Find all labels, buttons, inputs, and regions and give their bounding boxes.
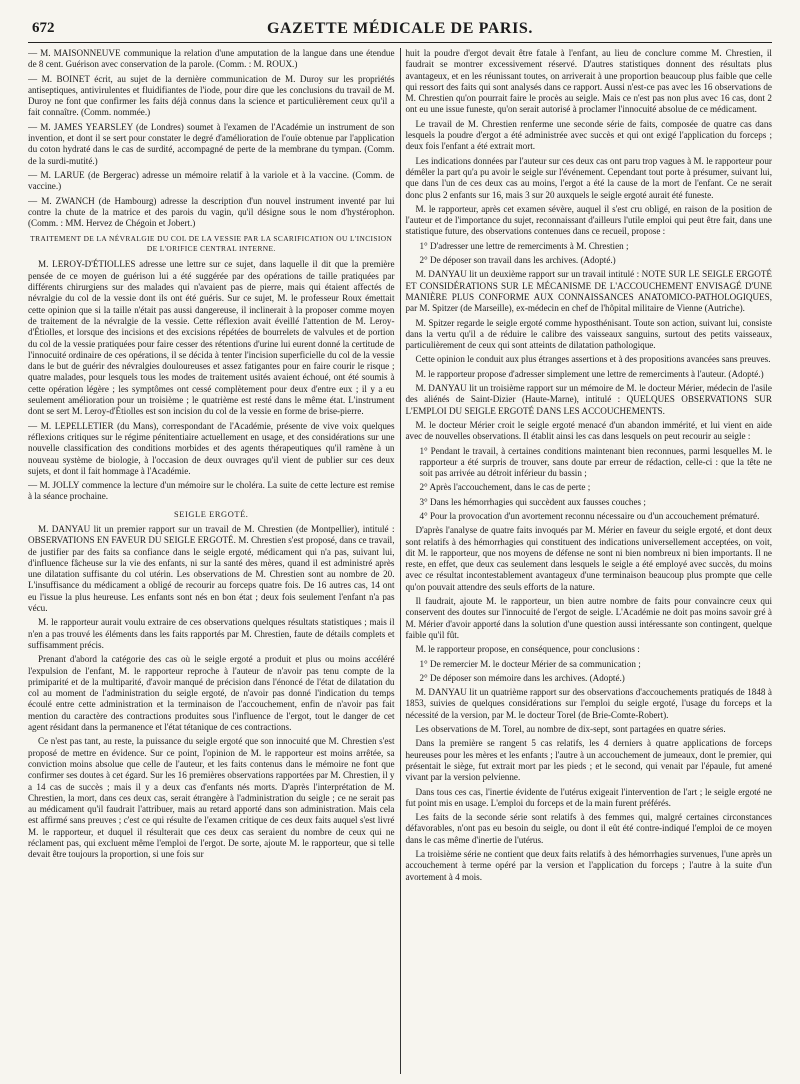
paragraph: — M. JAMES YEARSLEY (de Londres) soumet à l'examen de l'Académie un instrument de son invention, et dont il se sert pour constater le degré d'amélioration de l'ouïe obtenue par l'application du coton hydraté dans le cas de surdité, accompagné de perte de la membrane du tympan. (Comm. de la surdi-mutité.) [28, 121, 395, 166]
paragraph: M. LEROY-D'ÉTIOLLES adresse une lettre sur ce sujet, dans laquelle il dit que la première pensée de ce moyen de guérison lui a été suggérée par des opérations de taille pratiquées par différents chirurgiens sur des malades qui n'avaient pas de pierre, mais qui étaient affectés de névralgie du col de la vessie dont ils ont été guéris. Sur ce sujet, M. le professeur Roux émettait cette opinion que si la taille n'était pas aussi dangereuse, il inclinerait à la proposer comme moyen de traitement de la névralgie de la vessie. Cette réflexion avait éveillé l'attention de M. Leroy-d'Étiolles, et lorsque des incisions et des excisions répétées de bourrelets de valvules et de portion du col de la vessie pratiquées pour faire cesser des rétentions d'urine lui eurent donné la certitude de l'innocuité ordinaire de ces opérations, il se décida à tenter l'incision superficielle du col de la vessie dans le but de guérir des névralgies douloureuses et assez fatigantes pour en faire courir le risque ; quatre malades, pour lesquels tous les modes de traitement usités avaient échoué, ont été soumis à cette opération légère ; les symptômes ont cessé complètement pour deux d'entre eux ; il y a eu seulement amélioration pour un troisième ; le quatrième est resté dans le même état. L'instrument dont se sert M. Leroy-d'Étiolles est son incision du col de la vessie en forme de brise-pierre. [28, 259, 395, 417]
journal-title: GAZETTE MÉDICALE DE PARIS. [266, 20, 533, 37]
list-item: 1° D'adresser une lettre de remerciments à M. Chrestien ; [419, 240, 629, 251]
paragraph: huit la poudre d'ergot devait être fatale à l'enfant, au lieu de conclure comme M. Chrestien, il faudrait se montrer excessivement réservé. D'autres statistiques donnent des résultats plus avantageux, et en les réunissant toutes, on arriverait à une proportion beaucoup plus faible que celle qui ressort des faits qui sont analysés dans ce rapport. Aussi n'est-ce pas avec les 16 observations de M. Chrestien qu'on pourrait faire le procès au seigle. Mais ce n'est pas non plus avec 16 cas, dont 2 ont eu une issue funeste, qu'on serait autorisé à proclamer l'innocuité absolue de ce médicament. [405, 48, 772, 115]
paragraph: Ce n'est pas tant, au reste, la puissance du seigle ergoté que son innocuité que M. Chrestien s'est proposé de mettre en évidence. Sur ce point, l'opinion de M. le rapporteur est moins arrêtée, sa conviction moins absolue que celle de l'auteur, et les faits contenus dans le mémoire ne font que confirmer ses doutes à cet égard. Sur les 16 premières observations rapportées par M. Chrestien, il y a 14 cas de succès ; mais il y a deux cas d'enfants nés morts. D'après l'interprétation de M. Chrestien, la mort, dans ces deux cas, serait étrangère à l'administration du seigle ; ce ne serait pas au médicament qu'il faudrait l'attribuer, mais au retard apporté dans son administration. Mais cela est affirmé sans preuves ; c'est ce qui résulte de l'examen critique de ces deux faits auquel s'est livré M. le rapporteur, et duquel il résulterait que ces deux cas seraient du nombre de ceux qui ne réclament pas, qui excluent même l'emploi de l'ergot. De sorte, ajoute M. le rapporteur, que si telle devait être toujours la proportion, si une fois sur [28, 736, 395, 860]
section-heading-nevralgie: TRAITEMENT DE LA NÉVRALGIE DU COL DE LA VESSIE PAR LA SCARIFICATION OU L'INCISION DE L'ORIFICE CENTRAL INTERNE. [30, 234, 393, 254]
right-column [400, 48, 772, 1074]
paragraph: Dans la première se rangent 5 cas relatifs, les 4 derniers à quatre applications de forceps heureuses pour les mères et les enfants ; l'autre à un accouchement de jumeaux, dont le premier, qui présentait le siège, fut extrait mort par les pieds ; et le second, qui venait par l'épaule, fut amené vivant par la version pelvienne. [405, 738, 772, 783]
paragraph: M. DANYAU lit un quatrième rapport sur des observations d'accouchements pratiqués de 1848 à 1853, suivies de quelques considérations sur l'emploi du seigle ergoté, l'usage du forceps et la nécessité de la version, par M. le docteur Torel (de Brie-Comte-Robert). [405, 687, 772, 720]
paragraph: M. le docteur Mérier croit le seigle ergoté menacé d'un abandon immérité, et lui vient en aide avec de nouvelles observations. Il établit ainsi les cas dans lesquels on peut recourir au seigle : [405, 419, 772, 442]
paragraph: Dans tous ces cas, l'inertie évidente de l'utérus exigeait l'intervention de l'art ; le seigle ergoté ne fut point mis en usage. L'emploi du forceps et de la main furent préférés. [405, 786, 772, 808]
paragraph: — M. JOLLY commence la lecture d'un mémoire sur le choléra. La suite de cette lecture est remise à la séance prochaine. [28, 480, 395, 502]
list-item: 2° De déposer son mémoire dans les archives. (Adopté.) [419, 672, 625, 683]
paragraph: Le travail de M. Chrestien renferme une seconde série de faits, composée de quatre cas dans lesquels la poudre d'ergot a été administrée avec succès et qui ont exigé l'application du forceps ; deux fois l'enfant a été extrait mort. [405, 118, 772, 152]
list-item: 4° Pour la provocation d'un avortement reconnu nécessaire ou d'un accouchement prématuré. [419, 510, 760, 521]
paragraph: M. le rapporteur propose, en conséquence, pour conclusions : [415, 644, 640, 655]
paragraph: M. le rapporteur aurait voulu extraire de ces observations quelques résultats statistiques ; mais il n'en a pas trouvé les éléments dans les faits rapportés par M. Chrestien, faute de détails complets et suffisamment précis. [28, 617, 395, 650]
paragraph: La troisième série ne contient que deux faits relatifs à des hémorrhagies survenues, l'une après un accouchement à terme opéré par la version et l'application du forceps ; l'autre à la suite d'un avortement à 4 mois. [405, 849, 772, 882]
paragraph: Les faits de la seconde série sont relatifs à des femmes qui, malgré certaines circonstances défavorables, n'ont pas eu besoin du seigle, ou dont il eût été contre-indiqué l'emploi de ce moyen dans le cas même d'inertie de l'utérus. [405, 812, 772, 845]
paragraph: Les indications données par l'auteur sur ces deux cas ont paru trop vagues à M. le rapporteur pour démêler la part qu'a pu avoir le seigle sur l'événement. Cependant tout porte à présumer, suivant lui, que dans l'un de ces deux cas au moins, l'ergot a été la cause de la mort de l'enfant. Ce ne serait donc plus 2 enfants sur 16, mais 3 sur 20 auxquels le seigle ergoté aurait été funeste. [405, 155, 772, 200]
left-column [28, 48, 400, 1074]
left-middle-paragraphs [28, 259, 395, 502]
paragraph: M. le rapporteur propose d'adresser simplement une lettre de remerciments à l'auteur. (Adopté.) [415, 368, 764, 379]
paragraph: — M. LEPELLETIER (du Mans), correspondant de l'Académie, présente de vive voix quelques réflexions critiques sur le régime pénitentiaire actuellement en usage, et des considérations sur une nouvelle classification des conditions morbides et des agents thérapeutiques qu'il ramène à un nouveau système de biologie, à l'occasion de deux ouvrages qu'il vient de publier sur ces deux sujets, et dont il fait hommage à l'Académie. [28, 420, 395, 476]
paragraph: — M. LARUE (de Bergerac) adresse un mémoire relatif à la variole et à la vaccine. (Comm. de vaccine.) [28, 169, 395, 192]
paragraph: — M. BOINET écrit, au sujet de la dernière communication de M. Duroy sur les propriétés antiseptiques, antivirulentes et fluidifiantes de l'iode, pour dire que les conclusions du travail de M. Duroy ne font que confirmer les faits déjà connus dans la science et particulièrement ceux qu'il a fait connaître. (Comm. nommée.) [28, 73, 395, 118]
list-item: 3° Dans les hémorrhagies qui succèdent aux fausses couches ; [419, 496, 646, 507]
left-bottom-paragraphs [28, 524, 395, 861]
paragraph: M. Spitzer regarde le seigle ergoté comme hyposthénisant. Toute son action, suivant lui, consiste dans la vertu qu'il a de réduire le calibre des vaisseaux sanguins, surtout des petits vaisseaux, particulièrement de ceux qui sont atteints de dilatation pathologique. [405, 317, 772, 351]
list-item: 2° Après l'accouchement, dans le cas de perte ; [419, 482, 591, 493]
paragraph: M. DANYAU lit un deuxième rapport sur un travail intitulé : NOTE SUR LE SEIGLE ERGOTÉ ET CONSIDÉRATIONS SUR LE MÉCANISME DE L'ACCOUCHEMENT ENVISAGÉ D'UNE MANIÈRE PLUS CONFORME AUX CONNAISSANCES ANATOMICO-PATHOLOGIQUES, par M. Spitzer (de Marseille), ex-médecin en chef de l'hôpital militaire de Vienne (Autriche). [405, 269, 772, 314]
paragraph: D'après l'analyse de quatre faits invoqués par M. Mérier en faveur du seigle ergoté, et dont deux sont relatifs à des hémorrhagies qui constituent des indications universellement acceptées, on voit, dit M. le rapporteur, que nos moyens de défense ne sont ni bien nombreux ni bien importants. Il ne reste, en effet, que deux cas seulement dans lesquels le seigle a été employé avec succès, du moins avec ce résultat incontestablement avantageux d'une terminaison beaucoup plus prompte que celle qu'on pouvait attendre des seuls efforts de la nature. [405, 525, 772, 592]
left-intro-paragraphs [28, 48, 395, 229]
paragraph: — M. ZWANCH (de Hambourg) adresse la description d'un nouvel instrument inventé par lui contre la chute de la matrice et des parois du vagin, qu'il désigne sous le nom d'hystérophon. (Comm. : MM. Hervez de Chégoin et Jobert.) [28, 195, 395, 229]
text-columns [28, 48, 772, 1074]
paragraph: M. le rapporteur, après cet examen sévère, auquel il s'est cru obligé, en raison de la position de l'auteur et de l'importance du sujet, reconnaissant d'ailleurs l'utile emploi qui peut être fait, dans une statistique future, des observations contenues dans ce recueil, propose : [405, 203, 772, 237]
paragraph: Les observations de M. Torel, au nombre de dix-sept, sont partagées en quatre séries. [415, 724, 726, 735]
section-heading-seigle: SEIGLE ERGOTÉ. [174, 509, 249, 519]
page-number: 672 [32, 20, 55, 36]
paragraph: M. DANYAU lit un troisième rapport sur un mémoire de M. le docteur Mérier, médecin de l'asile des aliénés de Saint-Dizier (Haute-Marne), intitulé : QUELQUES OBSERVATIONS SUR L'EMPLOI DU SEIGLE ERGOTÉ DANS LES ACCOUCHEMENTS. [405, 383, 772, 416]
list-item: 1° Pendant le travail, à certaines conditions maintenant bien reconnues, parmi lesquelles M. le rapporteur a été surpris de trouver, sans doute par erreur de rédaction, celle-ci : que la tête ne soit pas arrivée au détroit inférieur du bassin ; [419, 445, 772, 479]
paragraph: M. DANYAU lit un premier rapport sur un travail de M. Chrestien (de Montpellier), intitulé : OBSERVATIONS EN FAVEUR DU SEIGLE ERGOTÉ. M. Chrestien s'est proposé, dans ce travail, de justifier par des faits sa confiance dans le seigle ergoté, médicament qui n'a pas, suivant lui, d'influence fâcheuse sur la vie des enfants, ni sur la santé des mères, quand il est administré après une dilatation suffisante du col utérin. Les observations de M. Chrestien sont au nombre de 20. L'insuffisance du médicament a obligé de recourir au forceps quatre fois. De 16 autres cas, 14 ont eu l'issue la plus heureuse. Les enfants sont nés en bon état ; deux fois seulement l'enfant n'a pas vécu. [28, 523, 395, 614]
list-item: 1° De remercier M. le docteur Mérier de sa communication ; [419, 658, 641, 669]
paragraph: Il faudrait, ajoute M. le rapporteur, un bien autre nombre de faits pour convaincre ceux qui conservent des doutes sur l'innocuité de l'ergot de seigle. L'Académie ne doit pas moins savoir gré à M. Mérier d'avoir apporté dans la solution d'une question aussi intéressante son contingent, quelque faible qu'il fût. [405, 596, 772, 640]
paragraph: Cette opinion le conduit aux plus étranges assertions et à des propositions avancées sans preuves. [415, 354, 771, 365]
list-item: 2° De déposer son travail dans les archives. (Adopté.) [419, 255, 616, 266]
page-header [28, 20, 772, 43]
paragraph: — M. MAISONNEUVE communique la relation d'une amputation de la langue dans une étendue de 8 cent. Guérison avec conservation de la parole. (Comm. : M. ROUX.) [28, 48, 395, 70]
paragraph: Prenant d'abord la catégorie des cas où le seigle ergoté a produit et plus ou moins accéléré l'expulsion de l'enfant, M. le rapporteur reproche à l'auteur de n'avoir pas tenu compte de la primiparité et de la multiparité, d'avoir manqué de précision dans l'énoncé de l'état de dilatation du col au moment de l'administration du seigle ergoté, de n'avoir pas donné l'indication du temps écoulé entre cette administration et la terminaison de l'accouchement, enfin de n'avoir pas fait mention du caractère des contractions produites sous l'influence de l'ergot, tout le danger de cet agent résidant dans la permanence et l'état tétanique de ces contractions. [28, 654, 395, 733]
